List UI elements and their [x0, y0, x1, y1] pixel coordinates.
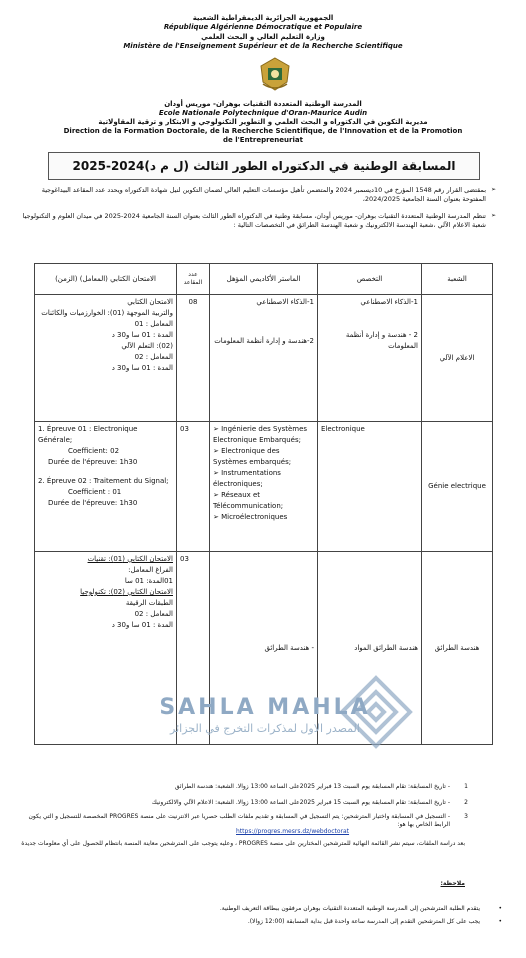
- footer-item-number: 1: [464, 783, 468, 790]
- specialty-cell: هندسة الطرائق المواد: [318, 552, 422, 745]
- master-cell: 1-الذكاء الاصطناعي 2-هندسة و إدارة أنظمة المعلومات: [210, 295, 318, 422]
- seats-cell: 03: [177, 422, 210, 552]
- exam-cell: 1. Épreuve 01 : Electronique Générale; Coefficient: 02 Durée de l'épreuve: 1h30 2. Épreuve 02 : Traitement du Signal; Coefficient : 01 Durée de l'épreuve: 1h30: [35, 422, 177, 552]
- bullet-icon: ➢: [490, 186, 496, 193]
- ministry-ar: وزارة التعليم العالي و البحث العلمي: [201, 33, 325, 41]
- arrow-bullet-icon: ➢: [213, 425, 222, 433]
- footer-results-note: بعد دراسة الملفات، سيتم نشر القائمة النهائية للمترشحين المختارين على منصة PROGRES ، وعليه يتوجب على المترشحين معاينة المنصة بانتظام للحصول على أي معلومات جديدة: [21, 840, 465, 847]
- header-seats: عدد المقاعد: [177, 264, 210, 295]
- header-specialty: التخصص: [318, 264, 422, 295]
- table-row: [35, 422, 493, 552]
- master-cell: - هندسة الطرائق: [210, 552, 318, 745]
- intro-paragraph-2: تنظم المدرسة الوطنية المتعددة التقنيات بوهران- موريس أودان، مسابقة وطنية في الدكتوراه الطور الثالث بعنوان السنة الجامعية 2024-2025 في ميدان العلوم و التكنولوجيا شعبة الاعلام الآلي ،شعبة الهندسة الالكترونيك و شعبة الهندسة الطرائق في التخصصات التالية :: [22, 212, 486, 229]
- watermark-tagline: المصدر الاول لمذكرات التخرج في الجزائر: [170, 722, 360, 735]
- exam-cell: الامتحان الكتابي (01): تقنيات الفراغ المعامل: 01المدة: 01 سا الامتحان الكتابي (02): تكنولوجيا الطبقات الرقيقة المعامل : 02 المدة : 01 سا و30 د: [35, 552, 177, 745]
- arrow-bullet-icon: ➢: [213, 469, 222, 477]
- specialty-cell: 1-الذكاء الاصطناعي 2 - هندسة و إدارة أنظمة المعلومات: [318, 295, 422, 422]
- directorate-fr-line1: Direction de la Formation Doctorale, de la Recherche Scientifique, de l'Innovation et de la Promotion: [63, 127, 463, 135]
- school-ar: المدرسة الوطنية المتعددة التقنيات بوهران- موريس أودان: [164, 100, 362, 108]
- bullet-icon: ➢: [490, 212, 496, 219]
- specialties-table: [34, 263, 493, 745]
- republic-fr: République Algérienne Démocratique et Populaire: [163, 23, 363, 31]
- header-master: الماستر الأكاديمي المؤهل: [210, 264, 318, 295]
- header-exam: الامتحان الكتابي (المعامل) (الزمن): [35, 264, 177, 295]
- footer-item-number: 2: [464, 799, 468, 806]
- directorate-ar: مديرية التكوين في الدكتوراه و البحث العلمي و التطوير التكنولوجي و الابتكار و ترقية المقاولاتية: [98, 118, 428, 126]
- page-title-box: [48, 152, 480, 180]
- branch-cell: Génie electrique: [422, 422, 493, 552]
- exam-cell: الامتحان الكتابي والتربية الموجهة (01): الخوارزميات والكائنات المعامل : 01 المدة : 01 سا و30 د (02): التعلم الآلي المعامل : 02 المدة : 01 سا و30 د: [35, 295, 177, 422]
- header-branch: الشعبة: [422, 264, 493, 295]
- page-title: المسابقة الوطنية في الدكتوراه الطور الثالث (ل م د)2024-2025: [72, 159, 456, 173]
- school-emblem-icon: [257, 56, 293, 92]
- arrow-bullet-icon: ➢: [213, 447, 222, 455]
- footer-item-2: - تاريخ المسابقة: تقام المسابقة يوم السبت 15 فبراير 2025على الساعة 13:00 زوالا. الشعبة: الاعلام الآلي والالكترونيك: [151, 799, 450, 806]
- branch-cell: هندسة الطرائق: [422, 552, 493, 745]
- specialty-cell: Electronique: [318, 422, 422, 552]
- table-row: [35, 295, 493, 422]
- arrow-bullet-icon: ➢: [213, 491, 222, 499]
- notes-title: ملاحظة:: [440, 880, 465, 887]
- bullet-icon: •: [498, 918, 502, 925]
- republic-ar: الجمهورية الجزائرية الديمقراطية الشعبية: [192, 14, 334, 22]
- arrow-bullet-icon: ➢: [213, 513, 222, 521]
- footer-item-3: - التسجيل في المسابقة واختيار المترشحين: يتم التسجيل في المسابقة و تقديم ملفات الطلب حصريا عبر الانترنيت على منصة PROGRES المخصصة للتسجيل و التي يكون الرابط الخاص بها هو:: [28, 813, 450, 828]
- seats-cell: 03: [177, 552, 210, 745]
- note-2: يجب على كل المترشحين التقدم إلى المدرسة ساعة واحدة قبل بداية المسابقة (12:00 زوالا).: [247, 918, 480, 925]
- school-fr: Ecole Nationale Polytechnique d'Oran-Maurice Audin: [158, 109, 368, 117]
- branch-cell: الاعلام الآلي: [422, 295, 493, 422]
- note-1: يتقدم الطلبة المترشحين إلى المدرسة الوطنية المتعددة التقنيات بوهران مرفقون ببطاقة التعريف الوطنية.: [219, 905, 480, 912]
- bullet-icon: •: [498, 905, 502, 912]
- watermark: [100, 695, 430, 735]
- intro-paragraph-1: بمقتضى القرار رقم 1548 المؤرخ في 10ديسمبر 2024 والمتضمن تأهيل مؤسسات التعليم العالي لضمان التكوين لنيل شهادة الدكتوراه ويحدد عدد المقاعد البيداغوجية المفتوحة بعنوان السنة الجامعية 2024/2025،: [41, 186, 486, 203]
- footer-item-number: 3: [464, 813, 468, 820]
- progres-link[interactable]: https://progres.mesrs.dz/webdoctorat: [236, 828, 350, 835]
- footer-item-1: - تاريخ المسابقة: تقام المسابقة يوم السبت 13 فبراير 2025على الساعة 13:00 زوالا. الشعبة: هندسة الطرائق: [174, 783, 450, 790]
- ministry-fr: Ministère de l'Enseignement Supérieur et de la Recherche Scientifique: [123, 42, 403, 50]
- master-cell: ➢ Ingénierie des Systèmes Electronique Embarqués; ➢ Electronique des Systèmes embarqués; ➢ Instrumentations électroniques; ➢ Réseaux et Télécommunication; ➢ Microélectroniques: [210, 422, 318, 552]
- directorate-fr-line2: de l'Entrepreneuriat: [223, 136, 303, 144]
- watermark-name: SAHLA MAHLA: [159, 695, 371, 720]
- seats-cell: 08: [177, 295, 210, 422]
- table-header-row: [35, 264, 493, 295]
